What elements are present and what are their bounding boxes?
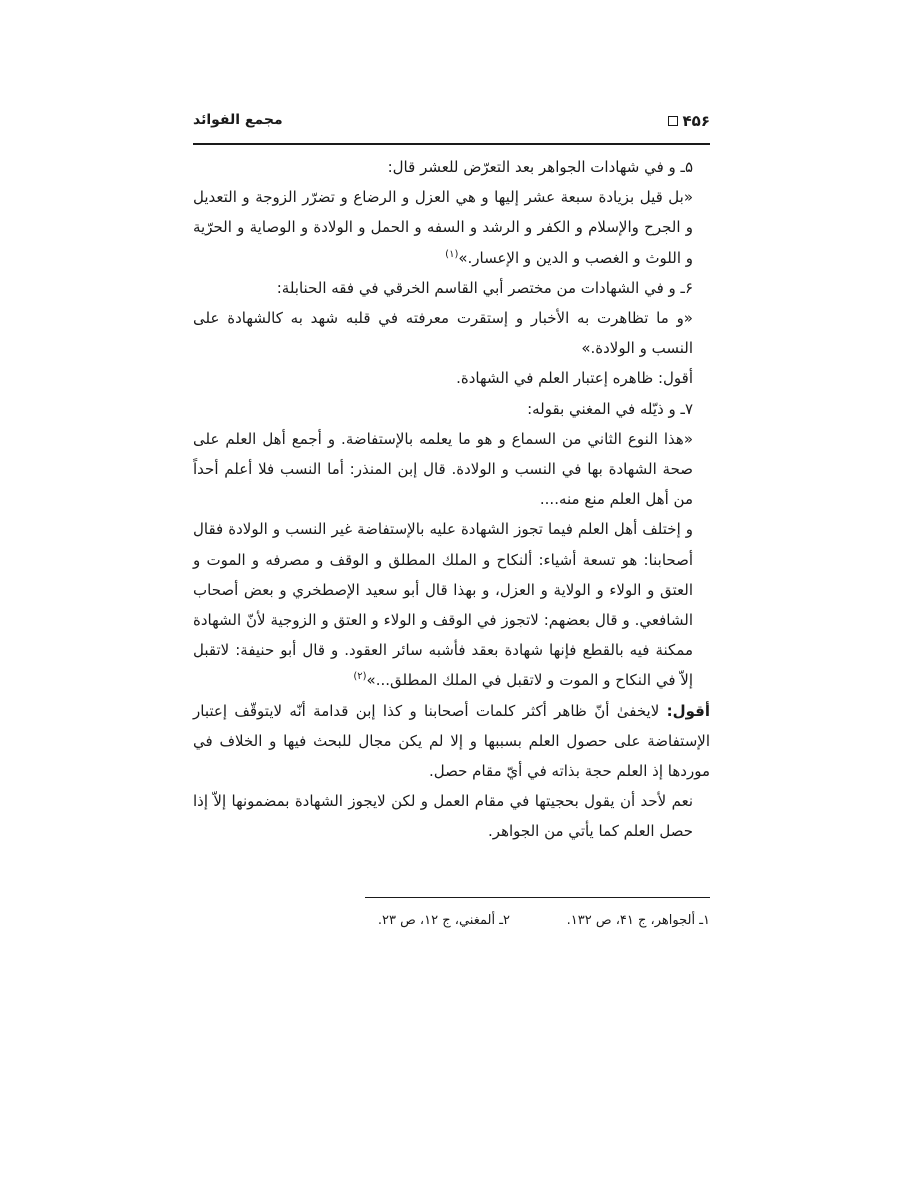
running-title: مجمع الفوائد	[193, 112, 283, 128]
quote-mughni-1: «هذا النوع الثاني من السماع و هو ما يعلمه بالإستفاضة. و أجمع أهل العلم على صحة الشهادة بها في النسب و الولادة. قال إبن المنذر: أما النسب فلا أعلم أحداً من أهل العلم منع منه....	[193, 429, 693, 509]
page-number-text: ۴۵۶	[682, 112, 710, 130]
paragraph-6: ۶ـ و في الشهادات من مختصر أبي القاسم الخرقي في فقه الحنابلة:	[276, 278, 693, 297]
quote-jawahir	[193, 182, 710, 273]
paragraph-comment-1: أقول: ظاهره إعتبار العلم في الشهادة.	[456, 369, 693, 388]
header-rule	[193, 143, 710, 145]
square-icon	[668, 116, 678, 126]
page-number	[668, 112, 710, 130]
footnote-2: ۲ـ ألمغني، ج ۱۲، ص ۲۳.	[377, 913, 510, 928]
comment-text: لايخفىٰ أنّ ظاهر أكثر كلمات أصحابنا و كذا إبن قدامة أنّه لايتوقّف إعتبار الإستفاضة على حصول العلم بسببها و إلا لم يكن مجال للبحث فيها و الخلاف في موردها إذ العلم حجة بذاته في أيّ مقام حصل.	[193, 701, 710, 781]
footnote-rule	[365, 897, 710, 898]
footnote-1: ۱ـ ألجواهر، ج ۴۱، ص ۱۳۲.	[566, 913, 710, 928]
page-header	[193, 112, 710, 140]
paragraph-comment-2	[193, 696, 710, 787]
quote-mughni-2	[193, 514, 710, 695]
quote-mughni-2-text: و إختلف أهل العلم فيما تجوز الشهادة عليه بالإستفاضة غير النسب و الولادة فقال أصحابنا: هو تسعة أشياء: ألنكاح و الملك المطلق و الوقف و مصرفه و الموت و العتق و الولاء و الولاية و العزل، و بهذا قال أبو سعيد الإصطخري و بعض أصحاب الشافعي. و قال بعضهم: لاتجوز في الوقف و الولاء و العتق و الزوجية لأنّ الشهادة ممكنة فيه بالقطع فإنها شهادة بعقد فأشبه سائر العقود. و قال أبو حنيفة: لاتقبل إلاّ في النكاح و الموت و لاتقبل في الملك المطلق...»	[193, 520, 693, 690]
paragraph-7: ۷ـ و ذيّله في المغني بقوله:	[527, 399, 693, 418]
quote-jawahir-text: «بل قيل بزيادة سبعة عشر إليها و هي العزل و الرضاع و تضرّر الزوجة و التعديل و الجرح والإسلام و الكفر و الرشد و السفه و الحمل و الولادة و الوصاية و الحرّية و اللوث و الغصب و الدين و الإعسار.»	[193, 188, 693, 267]
footnote-ref-2: (۲)	[353, 671, 367, 683]
footnote-ref-1: (۱)	[445, 248, 459, 260]
body-text	[193, 152, 710, 847]
comment-lead: أقول:	[666, 701, 710, 720]
paragraph-5: ۵ـ و في شهادات الجواهر بعد التعرّض للعشر قال:	[387, 158, 693, 176]
paragraph-final: نعم لأحد أن يقول بحجيتها في مقام العمل و لكن لايجوز الشهادة بمضمونها إلاّ إذا حصل العلم كما يأتي من الجواهر.	[193, 792, 693, 841]
quote-kharaqi: «و ما تظاهرت به الأخبار و إستقرت معرفته في قلبه شهد به كالشهادة على النسب و الولادة.»	[193, 309, 693, 358]
